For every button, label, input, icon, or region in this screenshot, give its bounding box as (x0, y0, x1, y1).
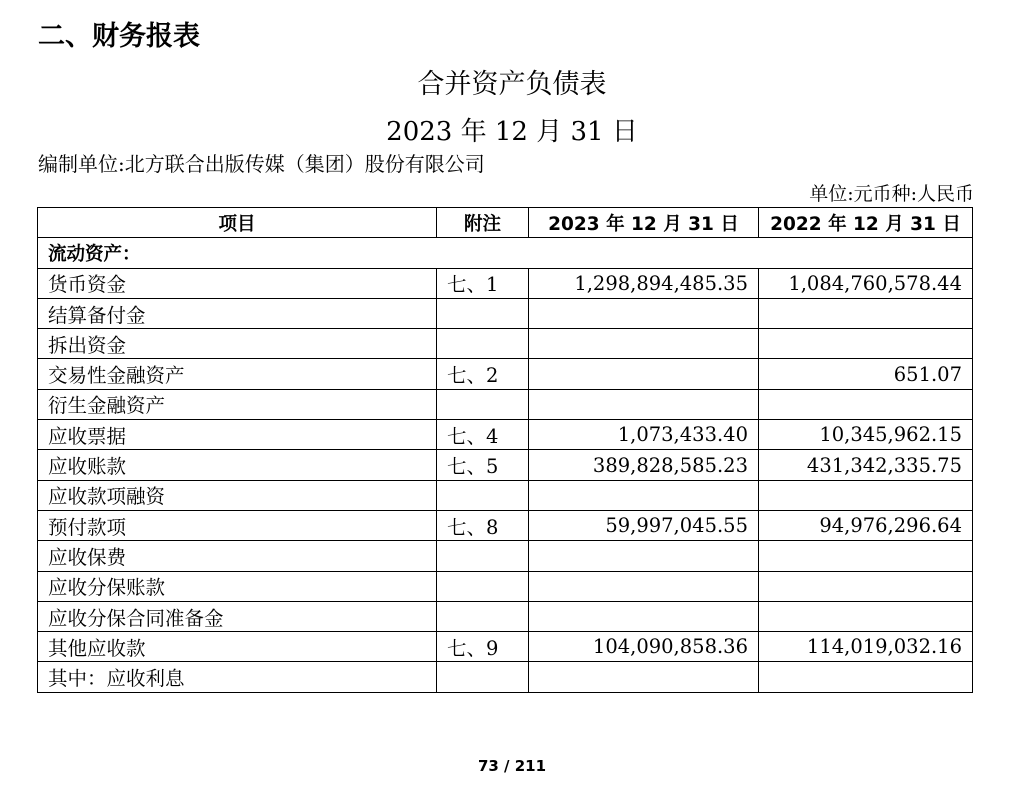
row-note: 七、9 (437, 632, 529, 662)
row-value-2022 (759, 601, 973, 631)
table-row (38, 268, 973, 298)
header-item: 项目 (38, 208, 437, 238)
table-row (38, 480, 973, 510)
row-value-2023: 59,997,045.55 (529, 510, 759, 540)
row-value-2022: 431,342,335.75 (759, 450, 973, 480)
row-item: 预付款项 (38, 510, 437, 540)
row-value-2022 (759, 541, 973, 571)
section-label: 流动资产： (38, 238, 973, 268)
row-note: 七、5 (437, 450, 529, 480)
row-value-2022: 651.07 (759, 359, 973, 389)
row-item: 其他应收款 (38, 632, 437, 662)
unit-line: 单位:元币种:人民币 (809, 183, 974, 205)
row-value-2022 (759, 480, 973, 510)
header-note: 附注 (437, 208, 529, 238)
page-number: 73 / 211 (477, 757, 547, 775)
section-title: 二、财务报表 (38, 21, 200, 52)
row-note: 七、4 (437, 420, 529, 450)
table-row (38, 359, 973, 389)
document-title: 合并资产负债表 (417, 69, 607, 100)
row-item: 货币资金 (38, 268, 437, 298)
table-row (38, 298, 973, 328)
row-item: 应收账款 (38, 450, 437, 480)
row-value-2023 (529, 359, 759, 389)
row-note (437, 541, 529, 571)
row-value-2022: 1,084,760,578.44 (759, 268, 973, 298)
row-item: 应收票据 (38, 420, 437, 450)
row-value-2023 (529, 298, 759, 328)
row-value-2023: 389,828,585.23 (529, 450, 759, 480)
row-value-2022 (759, 329, 973, 359)
table-row (38, 389, 973, 419)
table-row (38, 571, 973, 601)
row-value-2022 (759, 571, 973, 601)
row-item: 应收分保账款 (38, 571, 437, 601)
section-row (38, 238, 973, 268)
row-note (437, 389, 529, 419)
row-item: 其中：应收利息 (38, 662, 437, 692)
row-item: 应收款项融资 (38, 480, 437, 510)
row-note (437, 571, 529, 601)
row-note: 七、1 (437, 268, 529, 298)
document-date: 2023 年 12 月 31 日 (386, 117, 638, 147)
row-value-2023: 1,298,894,485.35 (529, 268, 759, 298)
row-note: 七、8 (437, 510, 529, 540)
row-item: 拆出资金 (38, 329, 437, 359)
row-value-2022: 94,976,296.64 (759, 510, 973, 540)
row-value-2023 (529, 329, 759, 359)
header-2023: 2023 年 12 月 31 日 (529, 208, 759, 238)
row-value-2023 (529, 480, 759, 510)
row-value-2022: 10,345,962.15 (759, 420, 973, 450)
row-note (437, 298, 529, 328)
row-note (437, 601, 529, 631)
table-row (38, 329, 973, 359)
row-value-2022 (759, 662, 973, 692)
row-value-2023 (529, 541, 759, 571)
row-item: 应收保费 (38, 541, 437, 571)
row-note (437, 329, 529, 359)
table-header-row (38, 208, 973, 238)
row-value-2022 (759, 298, 973, 328)
row-value-2023: 1,073,433.40 (529, 420, 759, 450)
row-item: 应收分保合同准备金 (38, 601, 437, 631)
balance-sheet-table (37, 207, 973, 693)
row-value-2023: 104,090,858.36 (529, 632, 759, 662)
row-value-2022 (759, 389, 973, 419)
table-row (38, 510, 973, 540)
row-item: 衍生金融资产 (38, 389, 437, 419)
row-item: 结算备付金 (38, 298, 437, 328)
row-value-2023 (529, 571, 759, 601)
table-row (38, 450, 973, 480)
row-note: 七、2 (437, 359, 529, 389)
table-row (38, 420, 973, 450)
table-row (38, 632, 973, 662)
table-row (38, 662, 973, 692)
row-value-2023 (529, 389, 759, 419)
row-note (437, 480, 529, 510)
row-value-2022: 114,019,032.16 (759, 632, 973, 662)
row-value-2023 (529, 662, 759, 692)
row-value-2023 (529, 601, 759, 631)
row-item: 交易性金融资产 (38, 359, 437, 389)
table-row (38, 541, 973, 571)
header-2022: 2022 年 12 月 31 日 (759, 208, 973, 238)
company-line: 编制单位:北方联合出版传媒（集团）股份有限公司 (38, 152, 485, 176)
table-row (38, 601, 973, 631)
row-note (437, 662, 529, 692)
